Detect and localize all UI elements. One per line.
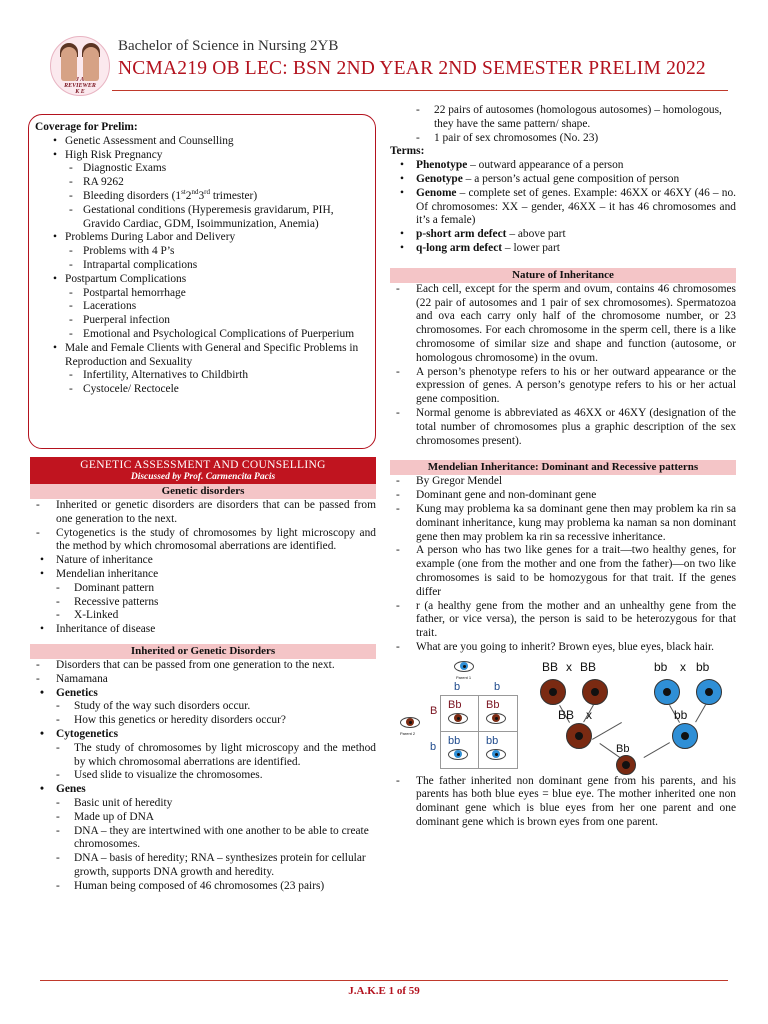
list-item: - Normal genome is abbreviated as 46XX or 46XY (designation of the total number of chromosomes plus a graphic description of the sex chromosomes present). (390, 407, 736, 448)
list-item: - Made up of DNA (30, 811, 376, 825)
inherited-disorders-list (30, 659, 376, 894)
section-banner (30, 457, 376, 484)
brown-eye-icon (582, 679, 608, 705)
coverage-item: • High Risk Pregnancy (35, 149, 369, 163)
coverage-subitem: - Infertility, Alternatives to Childbirth (35, 369, 369, 383)
coverage-item: • Male and Female Clients with General and Specific Problems in Reproduction and Sexuality (35, 342, 369, 370)
coverage-subitem: - Diagnostic Exams (35, 162, 369, 176)
term-definition: – outward appearance of a person (467, 159, 624, 172)
coverage-subitem: - Cystocele/ Rectocele (35, 383, 369, 397)
list-item: - Dominant gene and non-dominant gene (390, 489, 736, 503)
brown-eye-icon (448, 713, 468, 724)
genotype-label: bb (654, 659, 668, 674)
term-name: q-long arm defect (416, 241, 503, 254)
term-item (390, 159, 736, 173)
page-footer: J.A.K.E 1 of 59 (348, 985, 420, 997)
term-definition: – above part (506, 228, 566, 241)
cross-symbol: x (586, 707, 592, 722)
list-item: - The father inherited non dominant gene from his parents, and his parents has both blue eyes = blue eye. The mother inherited one non dominant gene which is blue eyes from her one parent and one dominant gene which is brown eyes from one parent. (390, 775, 736, 830)
punnett-square (400, 663, 524, 771)
list-item: - Basic unit of heredity (30, 797, 376, 811)
coverage-subitem: - Problems with 4 P’s (35, 245, 369, 259)
nature-of-inheritance-heading: Nature of Inheritance (390, 268, 736, 283)
blue-eye-icon (696, 679, 722, 705)
list-item: - Kung may problema ka sa dominant gene then may problem ka rin sa dominant inheritance, kung may problema ka naman sa non dominant gene then may problem ka rin sa recessive inheritance. (390, 503, 736, 544)
coverage-subitem: - Gestational conditions (Hyperemesis gravidarum, PIH, Gravido Cardiac, GDM, Isoimmunization, Anemia) (35, 204, 369, 232)
blue-eye-icon (486, 749, 506, 760)
nature-list (390, 283, 736, 449)
list-item: - X-Linked (30, 609, 376, 623)
term-item (390, 242, 736, 256)
list-item: - Cytogenetics is the study of chromosomes by light microscopy and the method by which chromosomal aberrations are identified. (30, 527, 376, 555)
list-item: - 1 pair of sex chromosomes (No. 23) (390, 132, 736, 146)
coverage-item: • Genetic Assessment and Counselling (35, 135, 369, 149)
banner-title: GENETIC ASSESSMENT AND COUNSELLING (80, 459, 326, 471)
term-name: p-short arm defect (416, 228, 507, 241)
arrow (643, 742, 670, 758)
list-item: - A person’s phenotype refers to his or her outward appearance or the expression of genes. A person’s genotype refers to his or her actual gene composition. (390, 366, 736, 407)
mendelian-heading: Mendelian Inheritance: Dominant and Recessive patterns (390, 460, 736, 475)
term-definition: – complete set of genes. Example: 46XX or 46XY (46 – no. Of chromosomes: XX – gender, 46XX – it has 46 chromosomes and it’s a female) (416, 186, 736, 227)
chromosome-pairs-list (390, 104, 736, 145)
terms-label: Terms: (390, 145, 425, 158)
coverage-list (35, 135, 369, 397)
program-subtitle: Bachelor of Science in Nursing 2YB (118, 38, 339, 54)
list-item: - Study of the way such disorders occur. (30, 700, 376, 714)
list-item: • Inheritance of disease (30, 623, 376, 637)
coverage-subitem: - Puerperal infection (35, 314, 369, 328)
term-name: Genotype (416, 172, 463, 185)
brown-eye-icon (486, 713, 506, 724)
term-item (390, 228, 736, 242)
term-item (390, 173, 736, 187)
list-item: - By Gregor Mendel (390, 475, 736, 489)
row-allele: b (430, 740, 437, 753)
pedigree-diagram (540, 659, 736, 775)
parent2-label: Parent 2 (400, 730, 416, 736)
right-column (390, 104, 736, 830)
genotype-label: Bb (616, 742, 630, 755)
figure-explanation (390, 775, 736, 830)
row-allele: B (430, 704, 438, 717)
inherited-disorders-heading: Inherited or Genetic Disorders (30, 644, 376, 659)
coverage-box (28, 114, 376, 449)
mendelian-list (390, 475, 736, 654)
document-title: NCMA219 OB LEC: BSN 2ND YEAR 2ND SEMESTER PRELIM 2022 (118, 58, 706, 79)
genetic-disorders-heading: Genetic disorders (30, 484, 376, 499)
discussed-by: Discussed by Prof. Carmencita Pacis (130, 472, 276, 482)
brown-eye-icon (540, 679, 566, 705)
logo-text: J A REVIEWER K E (64, 77, 96, 95)
brown-eye-icon (566, 723, 592, 749)
genetic-disorders-list (30, 499, 376, 637)
reviewer-logo (50, 36, 110, 96)
genotype-label: bb (674, 707, 688, 722)
brown-eye-icon (616, 755, 636, 775)
list-item: - DNA – they are intertwined with one another to be able to create chromosomes. (30, 825, 376, 853)
list-item: - DNA – basis of heredity; RNA – synthesizes protein for cellular growth, supports DNA growth and heredity. (30, 852, 376, 880)
blue-eye-icon (672, 723, 698, 749)
term-definition: – lower part (502, 241, 560, 254)
list-item: - How this genetics or heredity disorders occur? (30, 714, 376, 728)
list-item: - Disorders that can be passed from one generation to the next. (30, 659, 376, 673)
list-item: - Used slide to visualize the chromosomes. (30, 769, 376, 783)
term-definition: – a person’s actual gene composition of person (462, 172, 680, 185)
list-item: - What are you going to inherit? Brown eyes, blue eyes, black hair. (390, 641, 736, 655)
coverage-subitem: - Intrapartal complications (35, 259, 369, 273)
list-item: - Each cell, except for the sperm and ovum, contains 46 chromosomes (22 pair of autosomes and 1 pair of sex chromosomes). Spermatozoa and ova each carry only half of the chromosome number, or 23 chromosomes. For each chromosome in the sperm cell, there is a like chromosome of similar size and shape and function (autosome, or homologous chromosome) in the ovum. (390, 283, 736, 366)
list-item: - Dominant pattern (30, 582, 376, 596)
list-item: - The study of chromosomes by light microscopy and the method by which chromosomal aberrations are identified. (30, 742, 376, 770)
list-item: • Nature of inheritance (30, 554, 376, 568)
genotype-label: BB (558, 707, 575, 722)
punnett-cell: bb (486, 734, 499, 747)
coverage-subitem: - Emotional and Psychological Complications of Puerperium (35, 328, 369, 342)
list-item: - A person who has two like genes for a trait—two healthy genes, for example (one from the mother and one from the father)—on two like chromosomes is said to be homozygous for that trait. If the genes differ (390, 544, 736, 599)
list-item: - Inherited or genetic disorders are disorders that can be passed from one generation to the next. (30, 499, 376, 527)
coverage-subitem: - RA 9262 (35, 176, 369, 190)
genotype-label: bb (696, 659, 710, 674)
term-name: Phenotype (416, 159, 468, 172)
genes-label: • Genes (30, 783, 376, 797)
arrow (695, 704, 706, 722)
punnett-cell: Bb (486, 698, 500, 711)
coverage-item: • Postpartum Complications (35, 273, 369, 287)
left-column (30, 114, 376, 894)
coverage-subitem: - Bleeding disorders (1st2nd3rd trimester) (35, 190, 369, 204)
parent1-label: Parent 1 (456, 674, 472, 680)
blue-eye-icon (654, 679, 680, 705)
genotype-label: BB (542, 659, 559, 674)
coverage-subitem: - Lacerations (35, 300, 369, 314)
blue-eye-icon (448, 749, 468, 760)
list-item: - Namamana (30, 673, 376, 687)
col-allele: b (454, 680, 461, 693)
cytogenetics-label: • Cytogenetics (30, 728, 376, 742)
arrow (592, 722, 622, 740)
genotype-label: BB (580, 659, 597, 674)
coverage-title: Coverage for Prelim: (35, 121, 138, 133)
punnett-cell: Bb (448, 698, 462, 711)
col-allele: b (494, 680, 501, 693)
list-item: • Mendelian inheritance (30, 568, 376, 582)
coverage-item: • Problems During Labor and Delivery (35, 231, 369, 245)
genetics-label: • Genetics (30, 687, 376, 701)
list-item: - Human being composed of 46 chromosomes (23 pairs) (30, 880, 376, 894)
list-item: - Recessive patterns (30, 596, 376, 610)
list-item: - r (a healthy gene from the mother and an unhealthy gene from the father, or vice versa), the person is said to be heterozygous for that trait. (390, 600, 736, 641)
header-divider (112, 90, 728, 91)
coverage-subitem: - Postpartal hemorrhage (35, 287, 369, 301)
punnett-cell: bb (448, 734, 461, 747)
term-name: Genome (416, 186, 457, 199)
term-item (390, 187, 736, 228)
cross-symbol: x (680, 659, 686, 674)
cross-symbol: x (566, 659, 572, 674)
inheritance-figure (390, 659, 736, 775)
terms-list (390, 159, 736, 256)
footer-divider (40, 980, 728, 981)
list-item: - 22 pairs of autosomes (homologous autosomes) – homologous, they have the same pattern/ shape. (390, 104, 736, 132)
